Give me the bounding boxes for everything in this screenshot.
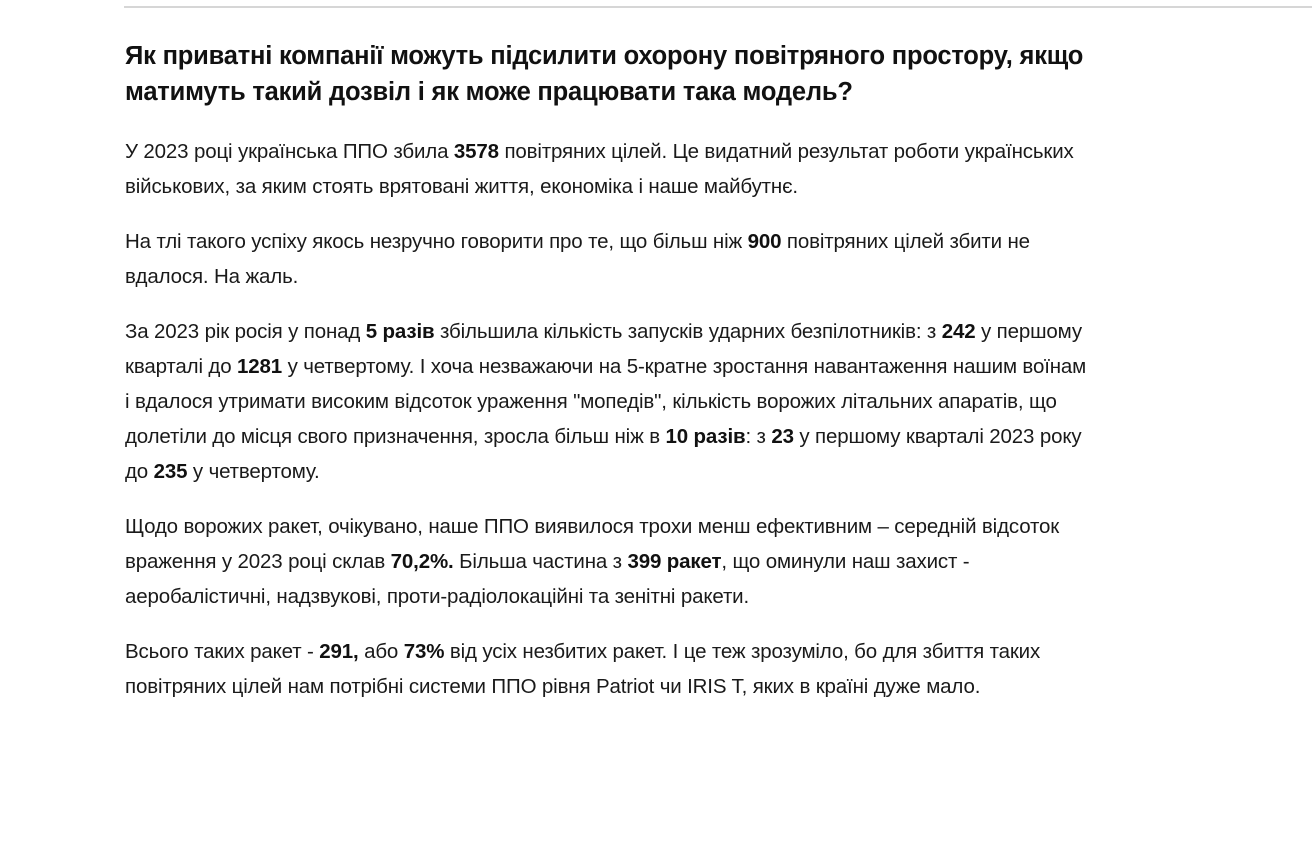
highlight-number: 23 [771,425,794,448]
highlight-number: 399 ракет [627,550,722,573]
paragraph [125,134,1090,204]
text: у першому кварталі до [125,320,1082,378]
highlight-number: 3578 [453,140,499,163]
text: у четвертому. [187,460,320,483]
text: Всього таких ракет - [125,640,320,663]
paragraph [125,224,1090,294]
text: у четвертому. І хоча незважаючи на 5-кратне зростання навантаження нашим воїнам і вдалося утримати високим відсоток ураження "мопедів", кількість ворожих літальних апаратів, що долетіли до місця свого призначення, зросла більш ніж в [125,355,1087,448]
highlight-number: 1281 [237,355,283,378]
highlight-number: 5 разів [365,320,435,343]
highlight-number: 235 [153,460,188,483]
paragraph [125,509,1090,614]
highlight-number: 70,2%. [390,550,454,573]
text: , що оминули наш захист - аеробалістичні, надзвукові, проти-радіолокаційні та зенітні ракети. [125,550,970,608]
text: Більша частина з [453,550,628,573]
text: збільшила кількість запусків ударних безпілотників: з [434,320,942,343]
top-divider [124,6,1312,8]
text: повітряних цілей. Це видатний результат роботи українських військових, за яким стоять врятовані життя, економіка і наше майбутнє. [125,140,1074,198]
text: У 2023 році українська ППО збила [125,140,454,163]
section-heading: Як приватні компанії можуть підсилити охорону повітряного простору, якщо матимуть такий дозвіл і як може працювати така модель? [125,42,1084,106]
highlight-number: 291, [319,640,359,663]
text: або [358,640,404,663]
paragraph [125,314,1090,489]
article-body [125,38,1090,704]
highlight-number: 10 разів [665,425,746,448]
highlight-number: 73% [403,640,445,663]
text: від усіх незбитих ракет. І це теж зрозуміло, бо для збиття таких повітряних цілей нам потрібні системи ППО рівня Patriot чи IRIS T, яких в країні дуже мало. [125,640,1041,698]
text: Щодо ворожих ракет, очікувано, наше ППО виявилося трохи менш ефективним – середній відсоток враження у 2023 році склав [125,515,1060,573]
text: повітряних цілей збити не вдалося. На жаль. [125,230,1030,288]
text: За 2023 рік росія у понад [125,320,366,343]
highlight-number: 242 [941,320,976,343]
text: : з [745,425,772,448]
text: у першому кварталі 2023 року до [125,425,1082,483]
text: На тлі такого успіху якось незручно говорити про те, що більш ніж [125,230,748,253]
highlight-number: 900 [747,230,782,253]
paragraph [125,634,1090,704]
